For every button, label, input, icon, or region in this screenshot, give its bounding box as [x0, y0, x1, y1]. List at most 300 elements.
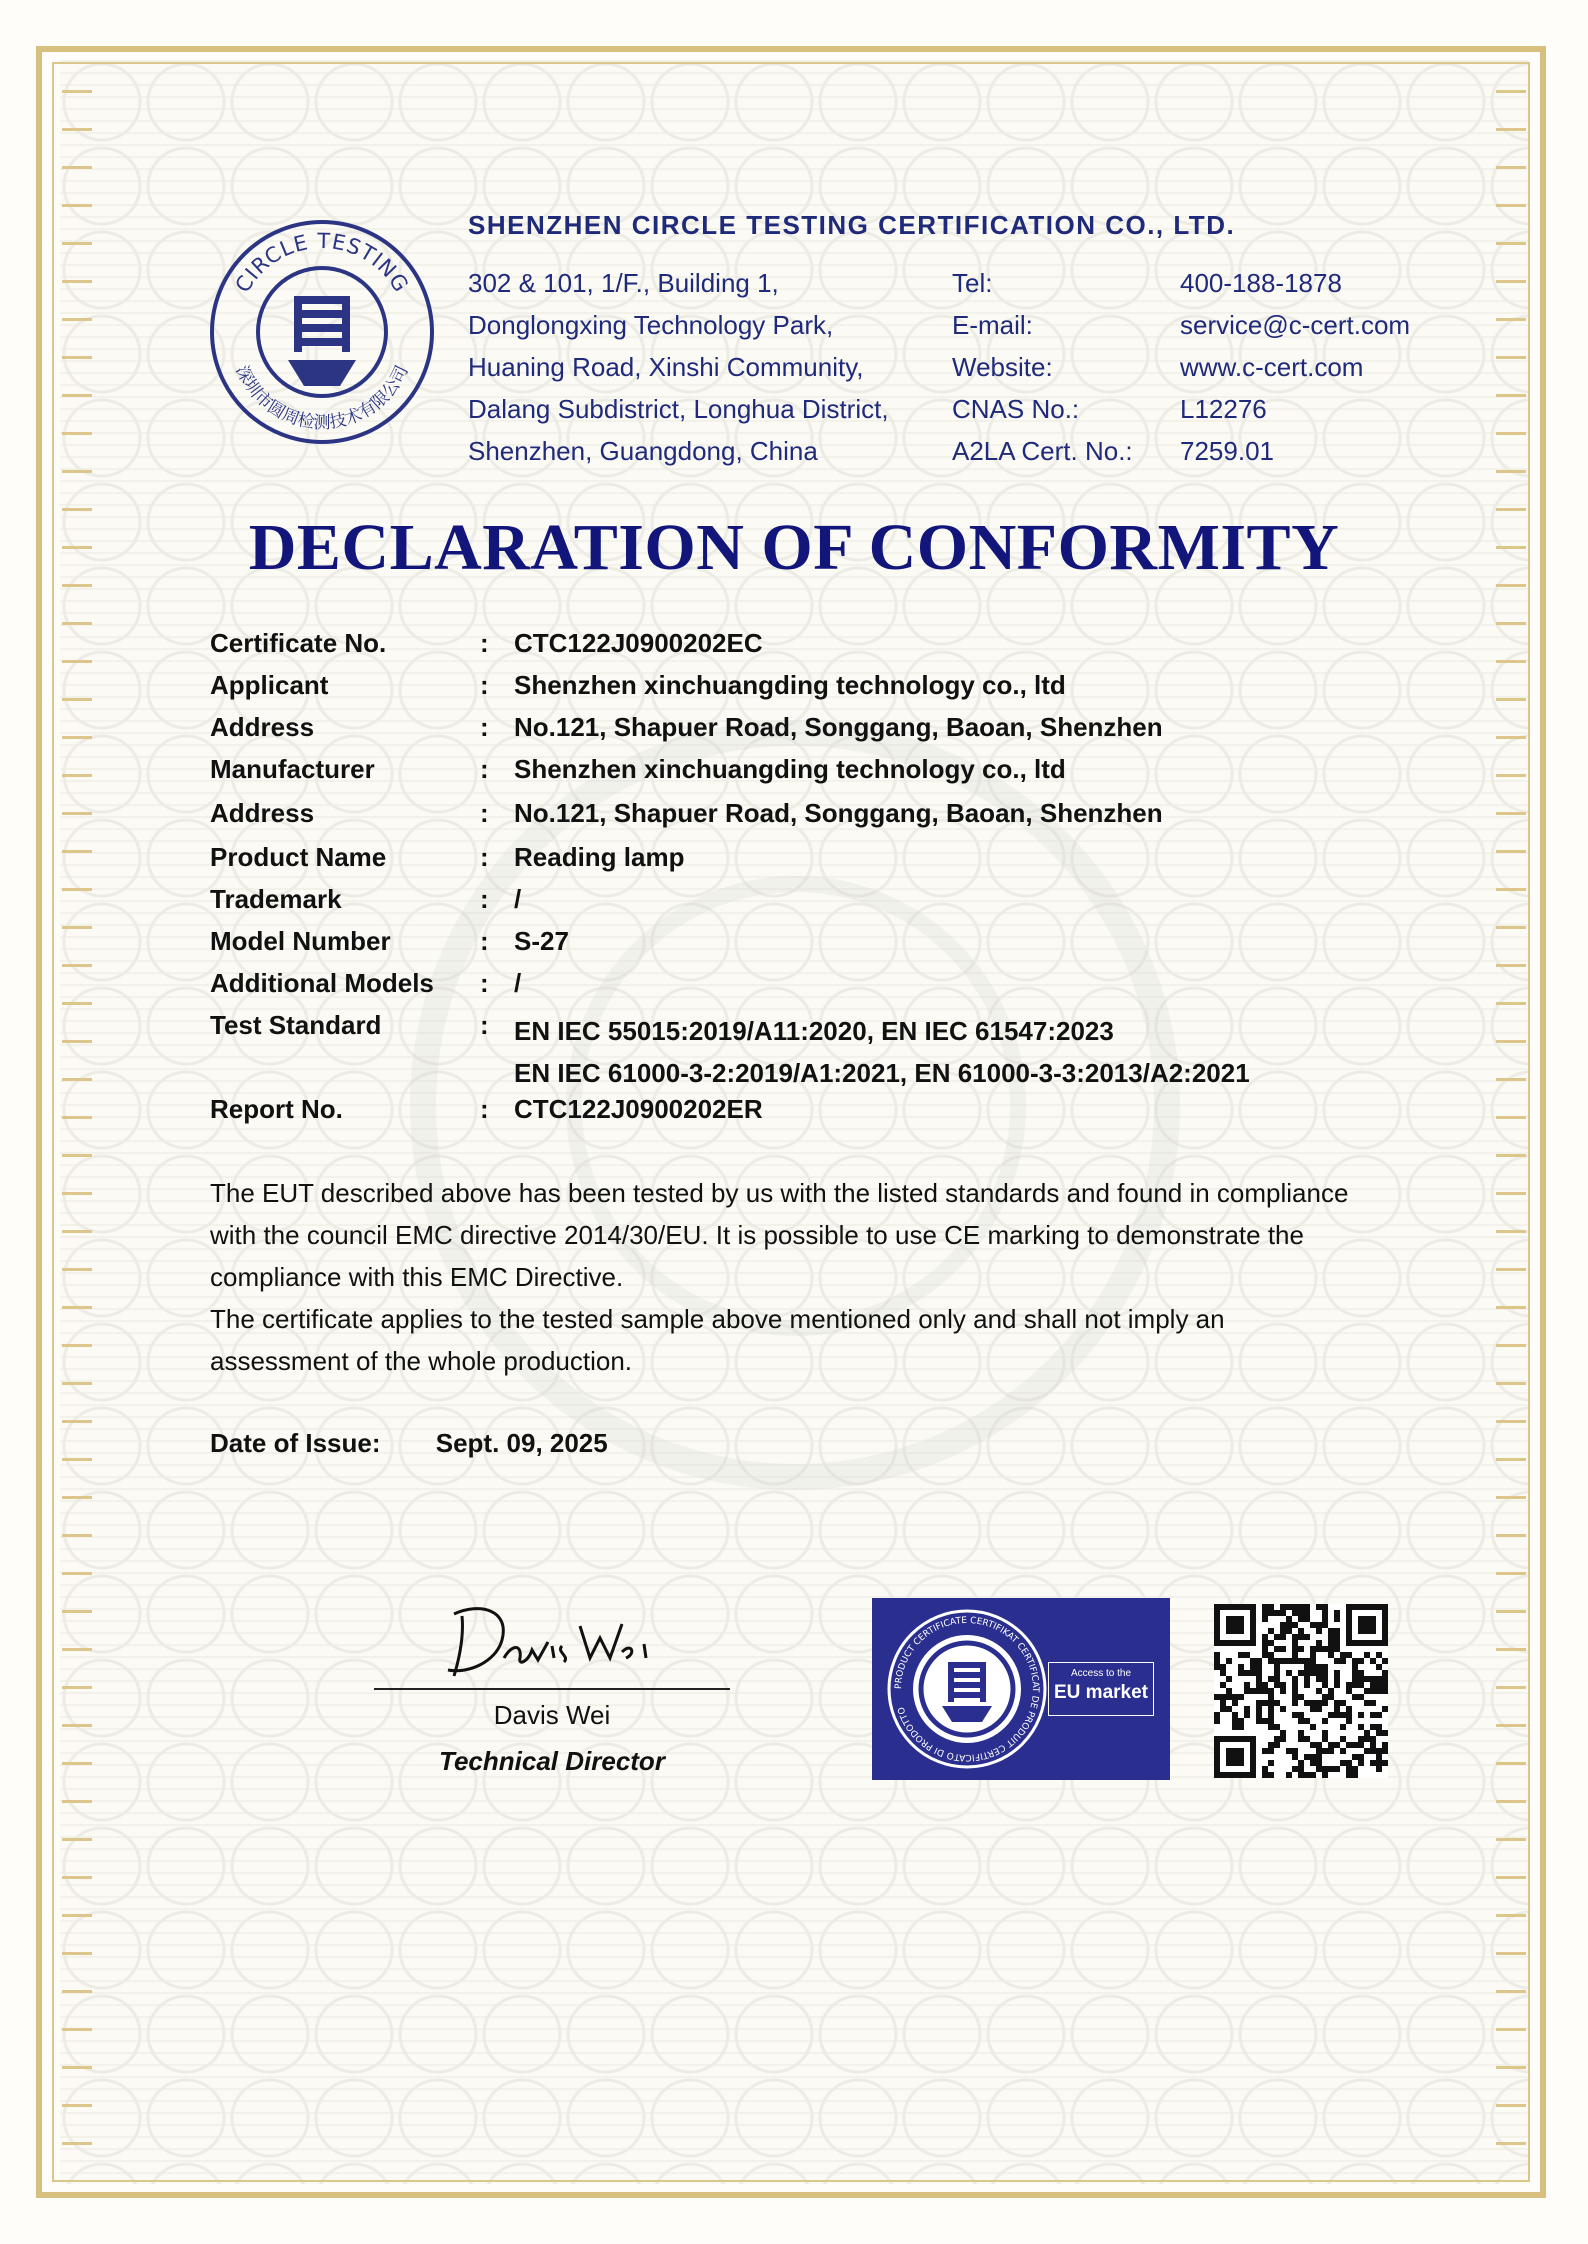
- qr-module: [1274, 1670, 1280, 1676]
- address-line: 302 & 101, 1/F., Building 1,: [468, 268, 779, 298]
- qr-module: [1358, 1754, 1364, 1760]
- qr-module: [1280, 1634, 1286, 1640]
- qr-module: [1346, 1742, 1352, 1748]
- qr-module: [1376, 1766, 1382, 1772]
- qr-module: [1298, 1646, 1304, 1652]
- qr-module: [1256, 1664, 1262, 1670]
- qr-module: [1274, 1736, 1280, 1742]
- qr-module: [1376, 1664, 1382, 1670]
- qr-module: [1316, 1754, 1322, 1760]
- qr-module: [1310, 1670, 1316, 1676]
- qr-module: [1322, 1736, 1328, 1742]
- qr-module: [1352, 1742, 1358, 1748]
- qr-module: [1274, 1646, 1280, 1652]
- compliance-statement: [210, 1172, 1460, 1382]
- detail-value: S-27: [514, 926, 569, 956]
- date-of-issue: [210, 1428, 608, 1459]
- qr-module: [1358, 1712, 1364, 1718]
- contact-row-tel: [952, 262, 1410, 304]
- qr-module: [1268, 1640, 1274, 1646]
- qr-module: [1280, 1688, 1286, 1694]
- qr-module: [1346, 1772, 1352, 1778]
- qr-module: [1340, 1748, 1346, 1754]
- qr-module: [1262, 1766, 1268, 1772]
- qr-module: [1310, 1652, 1316, 1658]
- qr-module: [1244, 1670, 1250, 1676]
- qr-module: [1268, 1628, 1274, 1634]
- qr-module: [1268, 1742, 1274, 1748]
- qr-module: [1328, 1694, 1334, 1700]
- qr-module: [1262, 1640, 1268, 1646]
- qr-module: [1214, 1664, 1220, 1670]
- qr-module: [1274, 1724, 1280, 1730]
- qr-module: [1376, 1688, 1382, 1694]
- qr-module: [1280, 1646, 1286, 1652]
- qr-module: [1316, 1688, 1322, 1694]
- product-certificate-seal: [884, 1606, 1050, 1772]
- qr-module: [1310, 1742, 1316, 1748]
- statement-line: The EUT described above has been tested by us with the listed standards and found in compliance: [210, 1178, 1349, 1208]
- qr-module: [1250, 1664, 1256, 1670]
- qr-module: [1334, 1706, 1340, 1712]
- qr-module: [1304, 1772, 1310, 1778]
- qr-module: [1274, 1664, 1280, 1670]
- qr-code: [1214, 1604, 1388, 1778]
- qr-module: [1256, 1706, 1262, 1712]
- qr-module: [1244, 1688, 1250, 1694]
- contact-row-email: [952, 304, 1410, 346]
- qr-module: [1262, 1748, 1268, 1754]
- qr-module: [1346, 1712, 1352, 1718]
- qr-module: [1250, 1688, 1256, 1694]
- contact-row-cnas: [952, 388, 1410, 430]
- qr-module: [1274, 1700, 1280, 1706]
- qr-module: [1292, 1766, 1298, 1772]
- qr-module: [1364, 1688, 1370, 1694]
- qr-module: [1334, 1646, 1340, 1652]
- qr-module: [1256, 1688, 1262, 1694]
- qr-module: [1352, 1754, 1358, 1760]
- detail-value: Shenzhen xinchuangding technology co., ltd: [514, 670, 1066, 700]
- qr-module: [1262, 1682, 1268, 1688]
- qr-module: [1364, 1748, 1370, 1754]
- qr-module: [1310, 1622, 1316, 1628]
- qr-module: [1292, 1682, 1298, 1688]
- detail-colon: :: [480, 1010, 489, 1040]
- qr-module: [1214, 1658, 1220, 1664]
- handwritten-signature: [440, 1596, 680, 1682]
- qr-module: [1376, 1760, 1382, 1766]
- qr-module: [1226, 1676, 1232, 1682]
- qr-module: [1310, 1760, 1316, 1766]
- qr-module: [1316, 1670, 1322, 1676]
- qr-module: [1292, 1748, 1298, 1754]
- qr-module: [1268, 1760, 1274, 1766]
- detail-colon: :: [480, 798, 489, 828]
- qr-module: [1316, 1700, 1322, 1706]
- qr-module: [1298, 1610, 1304, 1616]
- issue-label: Date of Issue:: [210, 1428, 381, 1458]
- qr-module: [1358, 1658, 1364, 1664]
- qr-module: [1238, 1670, 1244, 1676]
- qr-module: [1370, 1676, 1376, 1682]
- detail-value: Reading lamp: [514, 842, 685, 872]
- qr-module: [1334, 1742, 1340, 1748]
- qr-module: [1268, 1658, 1274, 1664]
- qr-module: [1346, 1766, 1352, 1772]
- qr-module: [1316, 1622, 1322, 1628]
- qr-module: [1268, 1712, 1274, 1718]
- address-line: Shenzhen, Guangdong, China: [468, 436, 818, 466]
- qr-module: [1346, 1682, 1352, 1688]
- qr-module: [1292, 1754, 1298, 1760]
- qr-module: [1304, 1670, 1310, 1676]
- contact-value: L12276: [1180, 394, 1267, 424]
- qr-module: [1280, 1658, 1286, 1664]
- qr-module: [1310, 1772, 1316, 1778]
- qr-module: [1280, 1736, 1286, 1742]
- qr-module: [1220, 1700, 1226, 1706]
- contact-label: Website:: [952, 352, 1053, 382]
- company-seal-logo: [208, 218, 436, 446]
- qr-module: [1340, 1652, 1346, 1658]
- qr-module: [1214, 1694, 1220, 1700]
- qr-module: [1286, 1628, 1292, 1634]
- qr-module: [1298, 1658, 1304, 1664]
- qr-module: [1292, 1676, 1298, 1682]
- qr-module: [1268, 1676, 1274, 1682]
- qr-module: [1274, 1610, 1280, 1616]
- qr-module: [1214, 1652, 1220, 1658]
- qr-module: [1292, 1622, 1298, 1628]
- detail-label: Test Standard: [210, 1010, 382, 1040]
- qr-module: [1268, 1700, 1274, 1706]
- qr-module: [1280, 1610, 1286, 1616]
- contact-row-website: [952, 346, 1410, 388]
- company-name: SHENZHEN CIRCLE TESTING CERTIFICATION CO., LTD.: [468, 210, 1236, 240]
- qr-module: [1376, 1676, 1382, 1682]
- qr-module: [1256, 1718, 1262, 1724]
- qr-module: [1244, 1682, 1250, 1688]
- qr-module: [1322, 1646, 1328, 1652]
- detail-value: Shenzhen xinchuangding technology co., ltd: [514, 754, 1066, 784]
- qr-module: [1292, 1652, 1298, 1658]
- qr-module: [1256, 1682, 1262, 1688]
- qr-module: [1304, 1664, 1310, 1670]
- qr-module: [1382, 1760, 1388, 1766]
- qr-module: [1310, 1706, 1316, 1712]
- qr-module: [1316, 1706, 1322, 1712]
- test-standard-line: EN IEC 55015:2019/A11:2020, EN IEC 61547:2023: [514, 1016, 1114, 1046]
- qr-module: [1280, 1628, 1286, 1634]
- eu-market-label: [1048, 1662, 1154, 1716]
- address-line: Dalang Subdistrict, Longhua District,: [468, 394, 889, 424]
- qr-module: [1304, 1754, 1310, 1760]
- qr-module: [1322, 1604, 1328, 1610]
- qr-module: [1352, 1766, 1358, 1772]
- qr-module: [1322, 1730, 1328, 1736]
- qr-module: [1262, 1652, 1268, 1658]
- qr-module: [1370, 1760, 1376, 1766]
- qr-module: [1370, 1688, 1376, 1694]
- qr-module: [1364, 1736, 1370, 1742]
- qr-module: [1304, 1700, 1310, 1706]
- detail-value: [514, 1010, 1250, 1094]
- qr-module: [1226, 1658, 1232, 1664]
- qr-module: [1358, 1742, 1364, 1748]
- qr-module: [1232, 1724, 1238, 1730]
- contact-value: 7259.01: [1180, 436, 1274, 466]
- qr-module: [1382, 1682, 1388, 1688]
- qr-module: [1292, 1694, 1298, 1700]
- qr-module: [1310, 1646, 1316, 1652]
- qr-module: [1370, 1742, 1376, 1748]
- qr-module: [1310, 1658, 1316, 1664]
- qr-module: [1358, 1676, 1364, 1682]
- qr-module: [1280, 1706, 1286, 1712]
- qr-module: [1382, 1658, 1388, 1664]
- detail-colon: :: [480, 884, 489, 914]
- qr-module: [1220, 1670, 1226, 1676]
- qr-module: [1280, 1730, 1286, 1736]
- contact-value: www.c-cert.com: [1180, 352, 1364, 382]
- qr-module: [1328, 1646, 1334, 1652]
- qr-module: [1256, 1700, 1262, 1706]
- qr-module: [1352, 1694, 1358, 1700]
- qr-module: [1382, 1676, 1388, 1682]
- qr-module: [1268, 1688, 1274, 1694]
- qr-module: [1304, 1616, 1310, 1622]
- statement-line: compliance with this EMC Directive.: [210, 1262, 624, 1292]
- qr-module: [1298, 1634, 1304, 1640]
- signatory-name: Davis Wei: [493, 1700, 611, 1730]
- qr-module: [1316, 1676, 1322, 1682]
- qr-module: [1250, 1670, 1256, 1676]
- qr-module: [1292, 1700, 1298, 1706]
- qr-module: [1226, 1688, 1232, 1694]
- qr-module: [1262, 1646, 1268, 1652]
- qr-module: [1328, 1688, 1334, 1694]
- detail-colon: :: [480, 968, 489, 998]
- detail-label: Address: [210, 712, 315, 742]
- qr-module: [1334, 1628, 1340, 1634]
- detail-value: No.121, Shapuer Road, Songgang, Baoan, Shenzhen: [514, 798, 1163, 828]
- qr-module: [1292, 1658, 1298, 1664]
- qr-module: [1268, 1652, 1274, 1658]
- eu-big-text: EU market: [1054, 1682, 1148, 1703]
- qr-module: [1316, 1646, 1322, 1652]
- qr-module: [1328, 1748, 1334, 1754]
- qr-module: [1340, 1724, 1346, 1730]
- qr-module: [1382, 1706, 1388, 1712]
- qr-module: [1280, 1622, 1286, 1628]
- qr-module: [1340, 1760, 1346, 1766]
- qr-module: [1298, 1730, 1304, 1736]
- qr-module: [1286, 1604, 1292, 1610]
- qr-module: [1370, 1682, 1376, 1688]
- qr-module: [1370, 1658, 1376, 1664]
- qr-module: [1226, 1616, 1244, 1634]
- qr-module: [1316, 1766, 1322, 1772]
- qr-module: [1214, 1712, 1220, 1718]
- qr-module: [1244, 1712, 1250, 1718]
- detail-colon: :: [480, 754, 489, 784]
- qr-module: [1286, 1772, 1292, 1778]
- qr-module: [1244, 1706, 1250, 1712]
- qr-module: [1304, 1718, 1310, 1724]
- qr-module: [1262, 1604, 1268, 1610]
- contact-value: 400-188-1878: [1180, 268, 1342, 298]
- qr-module: [1262, 1634, 1268, 1640]
- qr-module: [1370, 1712, 1376, 1718]
- detail-label: Applicant: [210, 670, 329, 700]
- qr-module: [1328, 1742, 1334, 1748]
- statement-line: assessment of the whole production.: [210, 1346, 633, 1376]
- qr-module: [1334, 1634, 1340, 1640]
- qr-module: [1346, 1688, 1352, 1694]
- qr-module: [1268, 1724, 1274, 1730]
- qr-module: [1376, 1712, 1382, 1718]
- qr-module: [1328, 1628, 1334, 1634]
- detail-colon: :: [480, 1094, 489, 1124]
- qr-module: [1304, 1676, 1310, 1682]
- qr-module: [1286, 1622, 1292, 1628]
- qr-module: [1322, 1700, 1328, 1706]
- qr-module: [1352, 1682, 1358, 1688]
- qr-module: [1262, 1700, 1268, 1706]
- detail-colon: :: [480, 842, 489, 872]
- qr-module: [1304, 1610, 1310, 1616]
- detail-label: Product Name: [210, 842, 387, 872]
- qr-module: [1286, 1616, 1292, 1622]
- qr-module: [1232, 1712, 1238, 1718]
- contact-value: service@c-cert.com: [1180, 310, 1411, 340]
- qr-module: [1334, 1640, 1340, 1646]
- qr-module: [1376, 1754, 1382, 1760]
- qr-module: [1292, 1640, 1298, 1646]
- qr-module: [1304, 1604, 1310, 1610]
- qr-module: [1376, 1682, 1382, 1688]
- detail-label: Report No.: [210, 1094, 343, 1124]
- qr-module: [1376, 1724, 1382, 1730]
- qr-module: [1232, 1718, 1238, 1724]
- qr-module: [1238, 1718, 1244, 1724]
- qr-module: [1340, 1700, 1346, 1706]
- qr-module: [1322, 1772, 1328, 1778]
- qr-module: [1382, 1748, 1388, 1754]
- qr-module: [1322, 1748, 1328, 1754]
- qr-module: [1220, 1706, 1226, 1712]
- qr-module: [1214, 1718, 1220, 1724]
- qr-module: [1358, 1670, 1364, 1676]
- detail-label: Additional Models: [210, 968, 434, 998]
- qr-module: [1322, 1718, 1328, 1724]
- signatory-title: Technical Director: [439, 1746, 665, 1776]
- qr-module: [1364, 1730, 1370, 1736]
- qr-module: [1256, 1676, 1262, 1682]
- qr-module: [1292, 1688, 1298, 1694]
- qr-module: [1346, 1760, 1352, 1766]
- qr-module: [1376, 1652, 1382, 1658]
- qr-module: [1328, 1712, 1334, 1718]
- qr-module: [1334, 1670, 1340, 1676]
- qr-module: [1322, 1676, 1328, 1682]
- qr-module: [1340, 1736, 1346, 1742]
- qr-module: [1298, 1712, 1304, 1718]
- qr-module: [1376, 1748, 1382, 1754]
- qr-module: [1262, 1616, 1268, 1622]
- contact-label: CNAS No.:: [952, 394, 1080, 424]
- qr-module: [1310, 1754, 1316, 1760]
- qr-module: [1292, 1712, 1298, 1718]
- qr-module: [1310, 1664, 1316, 1670]
- svg-text:PRODUCT CERTIFICATE CERTIFIKAT: PRODUCT CERTIFICATE CERTIFIKAT CERTIFICAT DE PRODUIT CERTIFICATO DI PRODOTTO: [893, 1615, 1041, 1763]
- company-contacts: [952, 262, 1410, 472]
- qr-module: [1232, 1694, 1238, 1700]
- qr-module: [1334, 1766, 1340, 1772]
- qr-module: [1328, 1640, 1334, 1646]
- qr-module: [1322, 1664, 1328, 1670]
- qr-module: [1220, 1694, 1226, 1700]
- qr-module: [1262, 1688, 1268, 1694]
- qr-module: [1292, 1634, 1298, 1640]
- qr-module: [1238, 1664, 1244, 1670]
- qr-module: [1334, 1658, 1340, 1664]
- qr-module: [1226, 1748, 1244, 1766]
- qr-module: [1322, 1766, 1328, 1772]
- qr-module: [1352, 1664, 1358, 1670]
- qr-module: [1310, 1724, 1316, 1730]
- eu-small-text: Access to the: [1070, 1668, 1132, 1679]
- qr-module: [1292, 1604, 1298, 1610]
- qr-module: [1274, 1742, 1280, 1748]
- qr-module: [1274, 1676, 1280, 1682]
- qr-module: [1298, 1628, 1304, 1634]
- qr-module: [1292, 1610, 1298, 1616]
- detail-colon: :: [480, 712, 489, 742]
- qr-module: [1280, 1682, 1286, 1688]
- statement-line: with the council EMC directive 2014/30/EU. It is possible to use CE marking to demonstrate the: [210, 1220, 1304, 1250]
- qr-module: [1328, 1634, 1334, 1640]
- contact-label: E-mail:: [952, 310, 1033, 340]
- qr-module: [1358, 1724, 1364, 1730]
- detail-value: CTC122J0900202ER: [514, 1094, 763, 1124]
- qr-module: [1286, 1748, 1292, 1754]
- qr-module: [1268, 1694, 1274, 1700]
- qr-module: [1268, 1718, 1274, 1724]
- qr-module: [1292, 1646, 1298, 1652]
- qr-module: [1370, 1736, 1376, 1742]
- detail-value: /: [514, 884, 522, 914]
- qr-module: [1322, 1616, 1328, 1622]
- qr-module: [1274, 1634, 1280, 1640]
- qr-module: [1316, 1760, 1322, 1766]
- qr-module: [1364, 1700, 1370, 1706]
- eu-market-badge: [872, 1598, 1170, 1780]
- qr-module: [1256, 1658, 1262, 1664]
- qr-module: [1268, 1748, 1274, 1754]
- qr-module: [1232, 1700, 1238, 1706]
- qr-module: [1370, 1748, 1376, 1754]
- qr-module: [1310, 1700, 1316, 1706]
- detail-label: Certificate No.: [210, 628, 387, 658]
- qr-module: [1382, 1730, 1388, 1736]
- qr-module: [1298, 1766, 1304, 1772]
- qr-module: [1376, 1730, 1382, 1736]
- qr-module: [1358, 1760, 1364, 1766]
- qr-module: [1364, 1676, 1370, 1682]
- qr-module: [1316, 1640, 1322, 1646]
